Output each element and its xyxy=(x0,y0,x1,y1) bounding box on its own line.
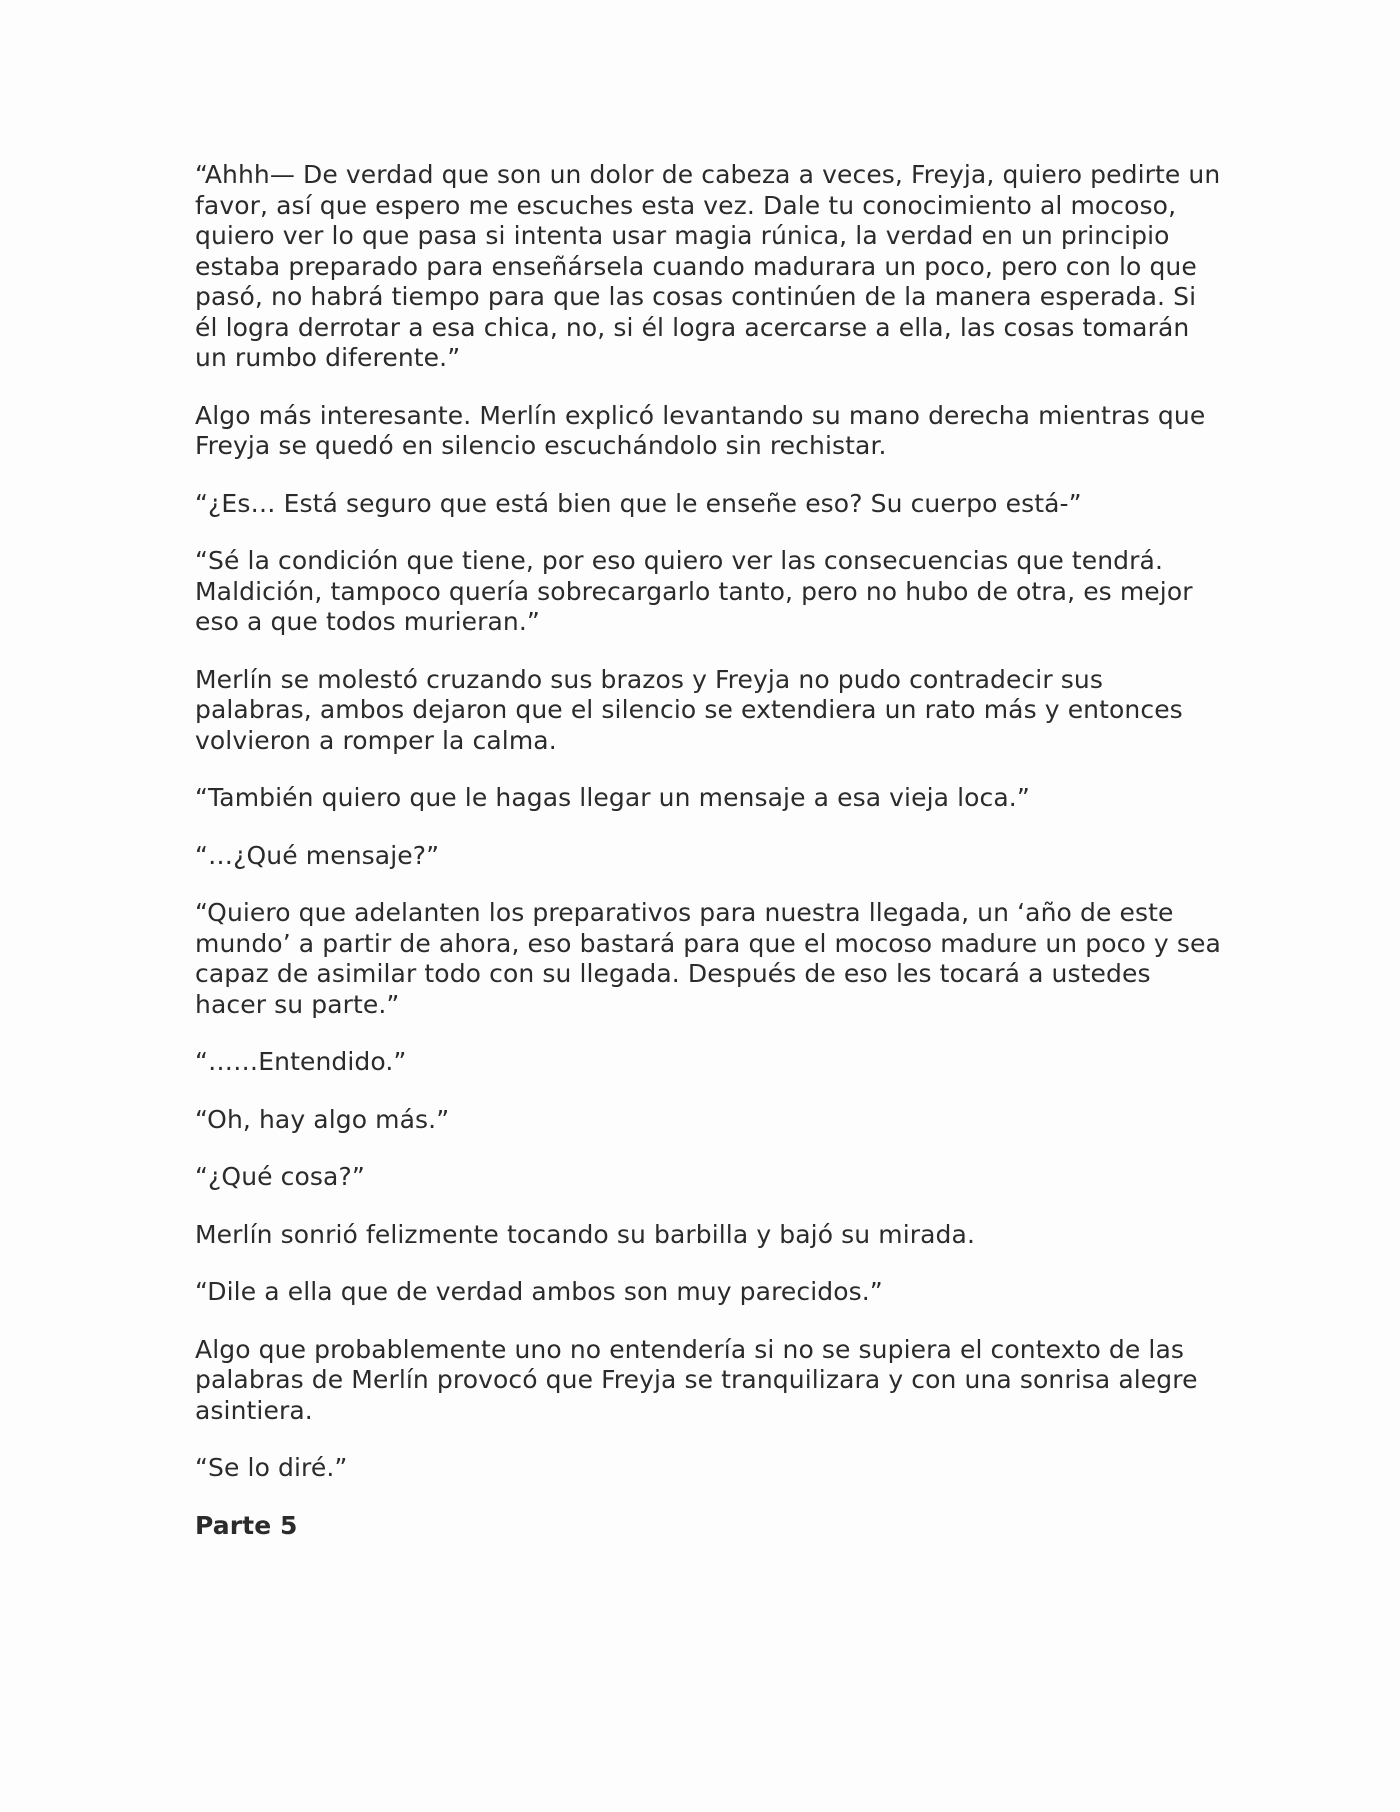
paragraph: “Se lo diré.” xyxy=(195,1453,348,1482)
paragraph: Algo que probablemente uno no entendería si no se supiera el contexto de las palabras de Merlín provocó que Freyja se tranquilizara y con una sonrisa alegre asintiera. xyxy=(195,1334,1198,1425)
paragraph: “…¿Qué mensaje?” xyxy=(195,840,440,870)
paragraph: Merlín se molestó cruzando sus brazos y Freyja no pudo contradecir sus palabras, ambos dejaron que el silencio se extendiera un rato más y entonces volvieron a romper la calma. xyxy=(195,664,1183,755)
document-page xyxy=(195,160,1225,1541)
paragraph: Merlín sonrió felizmente tocando su barbilla y bajó su mirada. xyxy=(195,1219,975,1249)
paragraph: “Ahhh— De verdad que son un dolor de cabeza a veces, Freyja, quiero pedirte un favor, así que espero me escuches esta vez. Dale tu conocimiento al mocoso, quiero ver lo que pasa si intenta usar magia rúnica, la verdad en un principio estaba preparado para enseñársela cuando madurara un poco, pero con lo que pasó, no habrá tiempo para que las cosas continúen de la manera esperada. Si él logra derrotar a esa chica, no, si él logra acercarse a ella, las cosas tomarán un rumbo diferente.” xyxy=(195,160,1221,372)
section-heading: Parte 5 xyxy=(195,1510,298,1540)
paragraph: “Oh, hay algo más.” xyxy=(195,1104,450,1134)
paragraph: “Sé la condición que tiene, por eso quiero ver las consecuencias que tendrá. Maldición, tampoco quería sobrecargarlo tanto, pero no hubo de otra, es mejor eso a que todos murieran.” xyxy=(195,546,1193,636)
paragraph: “¿Qué cosa?” xyxy=(195,1162,365,1191)
paragraph: “¿Es… Está seguro que está bien que le enseñe eso? Su cuerpo está-” xyxy=(195,488,1082,518)
paragraph: “Quiero que adelanten los preparativos para nuestra llegada, un ‘año de este mundo’ a partir de ahora, eso bastará para que el mocoso madure un poco y sea capaz de asimilar todo con su llegada. Después de eso les tocará a ustedes hacer su parte.” xyxy=(195,898,1221,1019)
paragraph: “……Entendido.” xyxy=(195,1047,407,1076)
paragraph: Algo más interesante. Merlín explicó levantando su mano derecha mientras que Freyja se quedó en silencio escuchándolo sin rechistar. xyxy=(195,400,1206,460)
paragraph: “Dile a ella que de verdad ambos son muy parecidos.” xyxy=(195,1277,883,1306)
paragraph: “También quiero que le hagas llegar un mensaje a esa vieja loca.” xyxy=(195,783,1030,812)
